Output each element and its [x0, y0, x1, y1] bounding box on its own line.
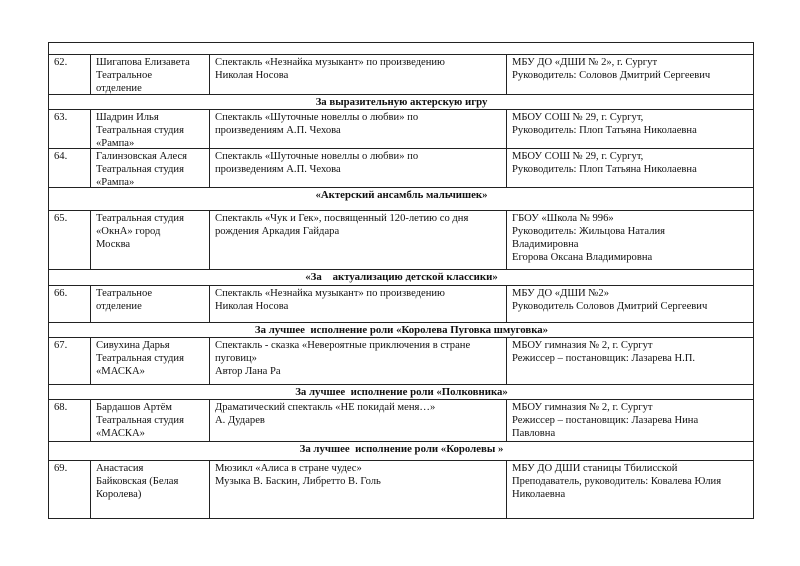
organization-cell: ГБОУ «Школа № 996» Руководитель: Жильцова Наталия Владимировна Егорова Оксана Владимировна — [506, 211, 753, 269]
row-number: 63. — [54, 112, 68, 123]
organization-cell: МБОУ гимназия № 2, г. Сургут Режиссер – постановщик: Лазарева Нина Павловна — [506, 400, 753, 441]
row-number: 65. — [54, 213, 68, 224]
category-header-row — [49, 94, 753, 109]
performance-cell: Спектакль «Чук и Гек», посвященный 120-летию со дня рождения Аркадия Гайдара — [209, 211, 506, 269]
participant-cell: Театральная студия «ОкнА» город Москва — [90, 211, 209, 269]
table-row — [49, 109, 753, 148]
category-title: За лучшее исполнение роли «Королевы » — [299, 443, 504, 455]
category-header-row — [49, 384, 753, 399]
performance-cell: Спектакль «Незнайка музыкант» по произведению Николая Носова — [209, 286, 506, 322]
organization-cell: МБОУ гимназия № 2, г. Сургут Режиссер – постановщик: Лазарева Н.П. — [506, 338, 753, 384]
category-title: «За актуализацию детской классики» — [305, 271, 498, 283]
row-number: 68. — [54, 402, 68, 413]
participant-cell: Бардашов Артём Театральная студия «МАСКА» — [90, 400, 209, 441]
performance-cell: Спектакль «Шуточные новеллы о любви» по произведениям А.П. Чехова — [209, 110, 506, 148]
table-row — [49, 285, 753, 322]
category-header-row — [49, 187, 753, 210]
row-number: 62. — [54, 57, 68, 68]
performance-cell: Спектакль - сказка «Невероятные приключения в стране пуговиц» Автор Лана Ра — [209, 338, 506, 384]
category-title: «Актерский ансамбль мальчишек» — [315, 189, 488, 201]
row-number: 69. — [54, 463, 68, 474]
performance-cell: Спектакль «Шуточные новеллы о любви» по произведениям А.П. Чехова — [209, 149, 506, 187]
table-row — [49, 54, 753, 94]
awards-table — [48, 42, 754, 519]
category-title: За лучшее исполнение роли «Королева Пуговка шмуговка» — [254, 324, 549, 336]
category-title: За выразительную актерскую игру — [315, 96, 488, 108]
participant-cell: Галинзовская Алеся Театральная студия «Рампа» — [90, 149, 209, 187]
organization-cell: МБОУ СОШ № 29, г. Сургут, Руководитель: Плоп Татьяна Николаевна — [506, 110, 753, 148]
table-row-blank — [49, 43, 753, 54]
organization-cell: МБУ ДО ДШИ станицы Тбилисской Преподаватель, руководитель: Ковалева Юлия Николаевна — [506, 461, 753, 518]
row-number: 64. — [54, 151, 68, 162]
table-row — [49, 148, 753, 187]
category-title: За лучшее исполнение роли «Полковника» — [295, 386, 508, 398]
participant-cell: Сивухина Дарья Театральная студия «МАСКА» — [90, 338, 209, 384]
table-row — [49, 460, 753, 518]
table-row — [49, 337, 753, 384]
table-row — [49, 210, 753, 269]
participant-cell: Театральное отделение — [90, 286, 209, 322]
organization-cell: МБОУ СОШ № 29, г. Сургут, Руководитель: Плоп Татьяна Николаевна — [506, 149, 753, 187]
table-row — [49, 399, 753, 441]
category-header-row — [49, 269, 753, 285]
participant-cell: Шигапова Елизавета Театральное отделение — [90, 55, 209, 94]
row-number: 66. — [54, 288, 68, 299]
performance-cell: Мюзикл «Алиса в стране чудес» Музыка В. Баскин, Либретто В. Голь — [209, 461, 506, 518]
category-header-row — [49, 322, 753, 337]
participant-cell: Анастасия Байковская (Белая Королева) — [90, 461, 209, 518]
category-header-row — [49, 441, 753, 460]
row-number: 67. — [54, 340, 68, 351]
performance-cell: Спектакль «Незнайка музыкант» по произведению Николая Носова — [209, 55, 506, 94]
organization-cell: МБУ ДО «ДШИ №2» Руководитель Соловов Дмитрий Сергеевич — [506, 286, 753, 322]
organization-cell: МБУ ДО «ДШИ № 2», г. Сургут Руководитель: Соловов Дмитрий Сергеевич — [506, 55, 753, 94]
participant-cell: Шадрин Илья Театральная студия «Рампа» — [90, 110, 209, 148]
performance-cell: Драматический спектакль «НЕ покидай меня…» А. Дударев — [209, 400, 506, 441]
